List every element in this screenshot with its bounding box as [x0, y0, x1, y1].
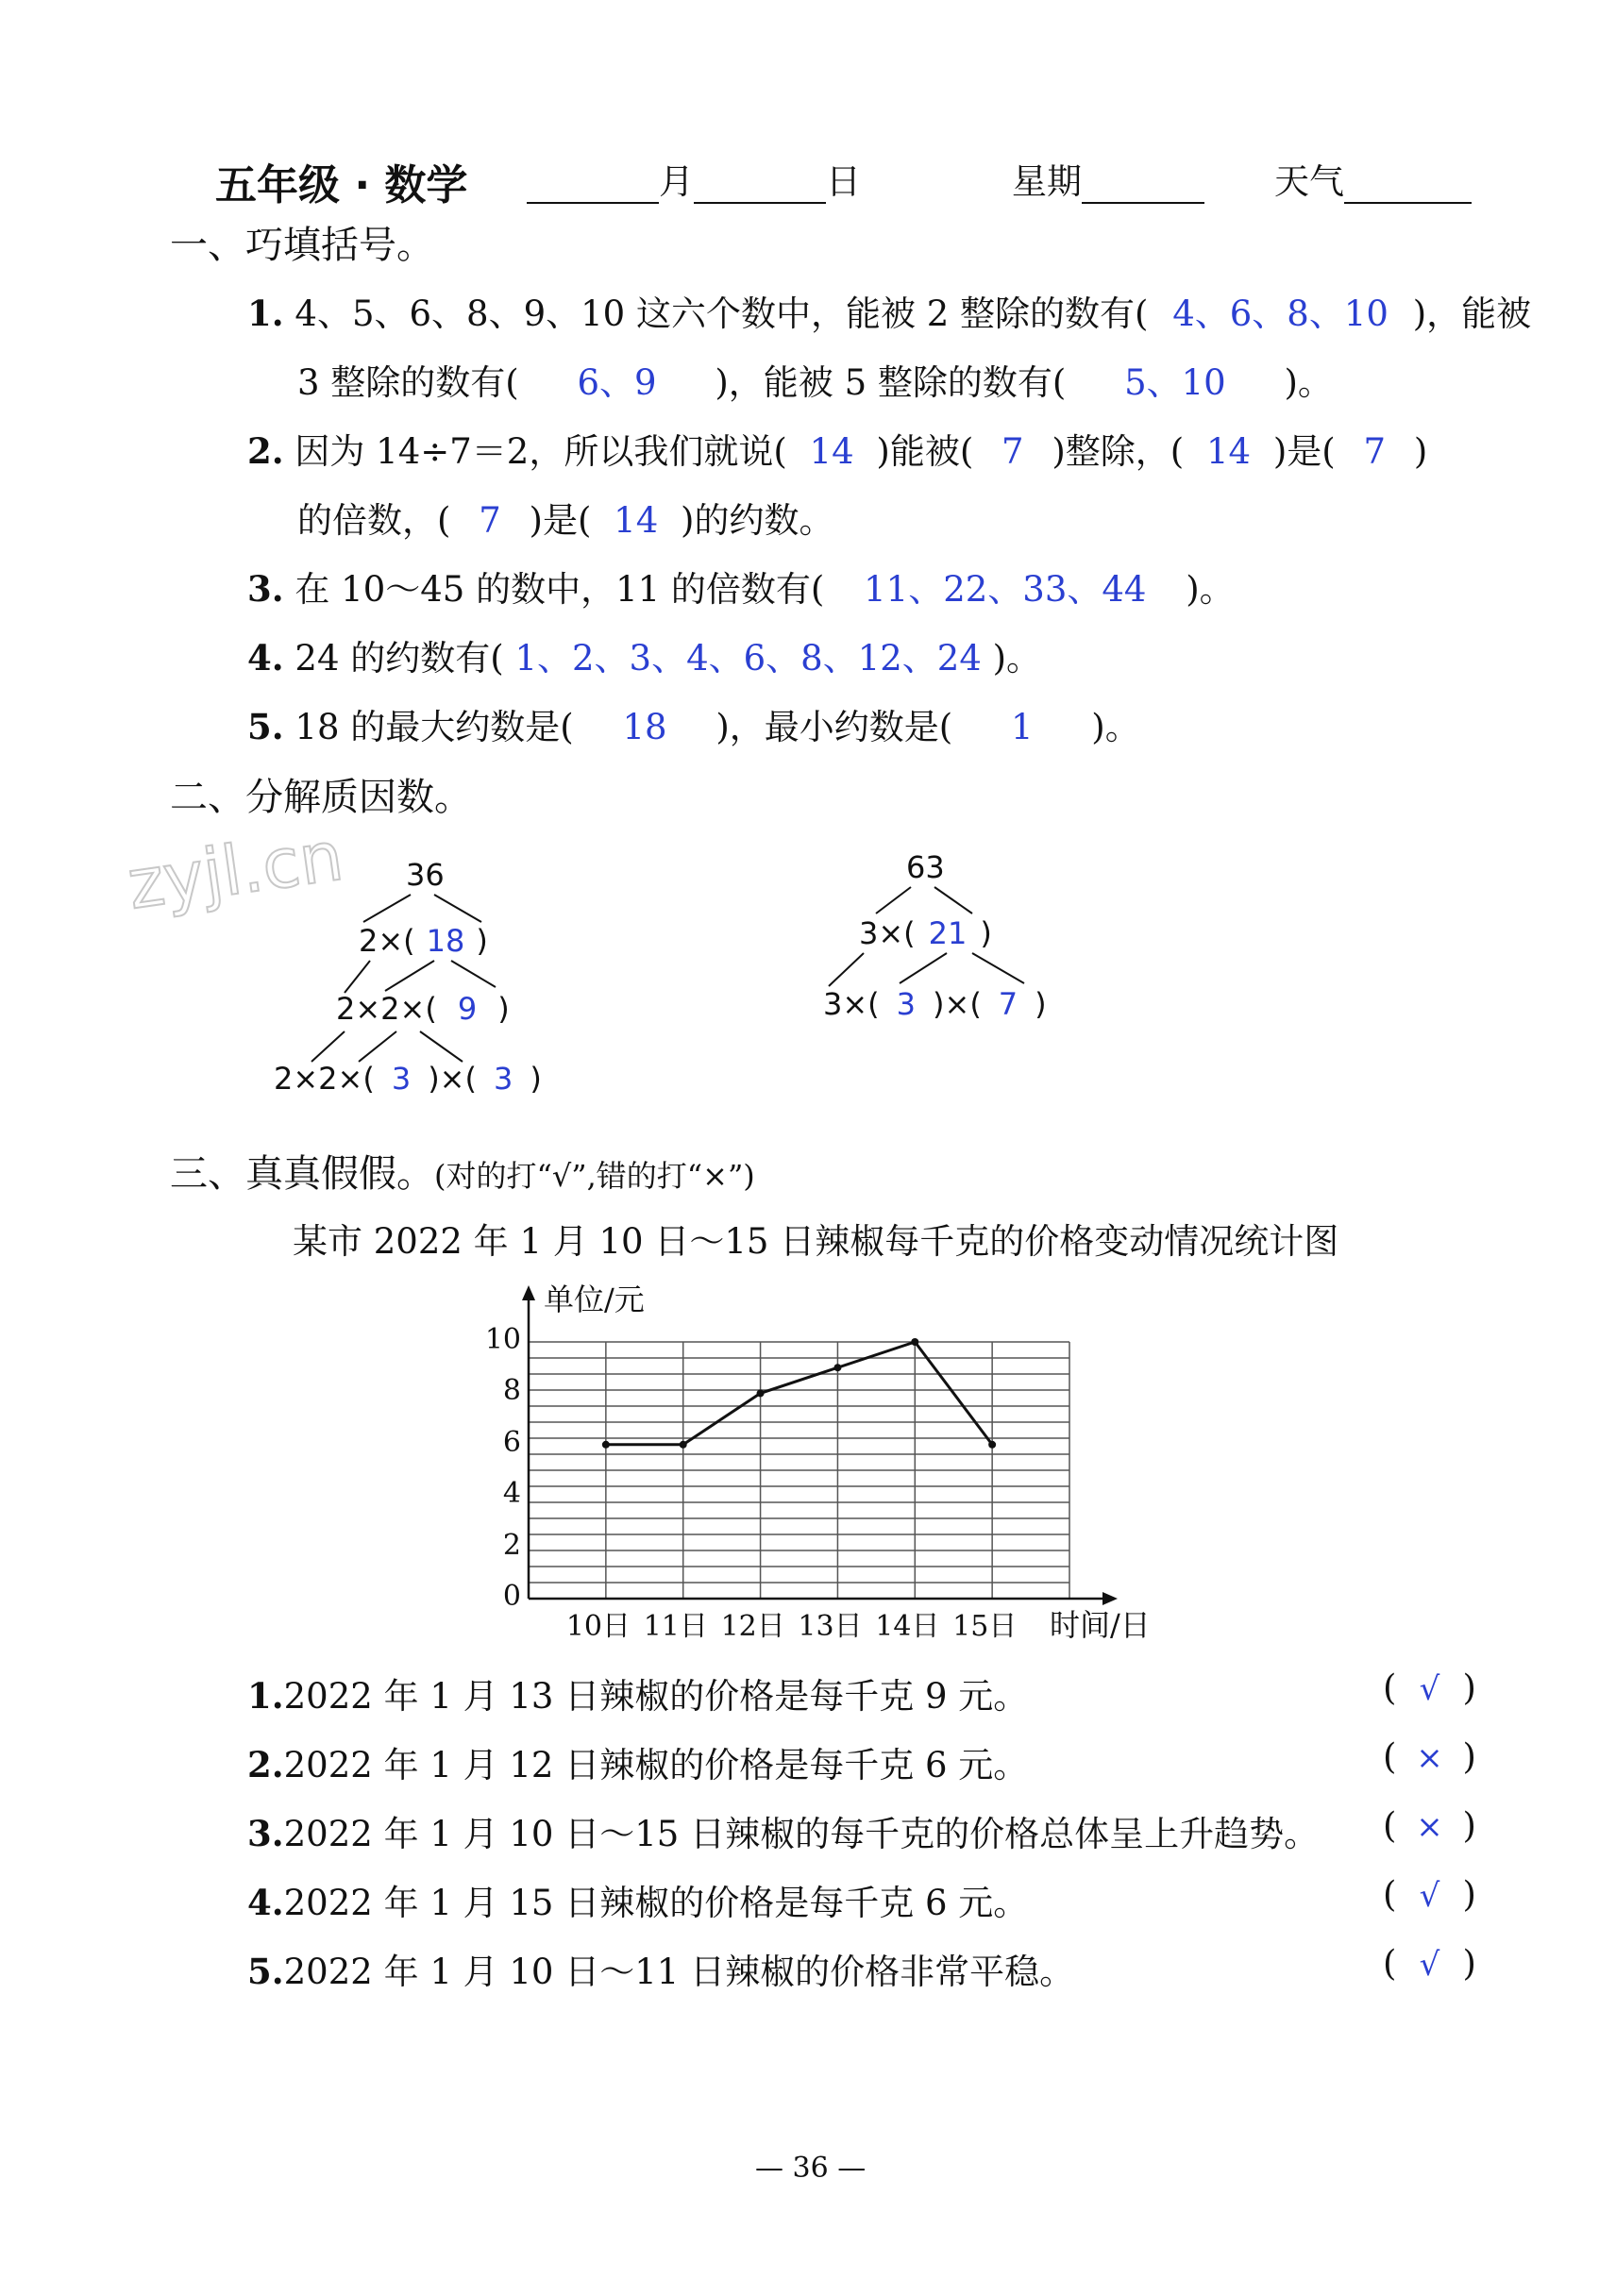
tf-answer[interactable]: ×: [1416, 1739, 1443, 1777]
tree1-l1-post: ): [476, 923, 488, 959]
tf-item-text: 2022 年 1 月 15 日辣椒的价格是每千克 6 元。: [283, 1883, 1029, 1923]
q2-text-b: )能被(: [876, 431, 974, 472]
x-tick-label: 15日: [952, 1610, 1018, 1643]
y-tick-label: 0: [502, 1580, 521, 1613]
q1-text-a: 4、5、6、8、9、10 这六个数中，能被 2 整除的数有(: [295, 293, 1149, 334]
q5-answer-a[interactable]: 18: [622, 707, 667, 747]
tree2-root: 63: [906, 849, 945, 885]
q5-number: 5.: [247, 706, 284, 747]
tf-item-number: 2.: [247, 1744, 284, 1785]
q2-answer-a[interactable]: 14: [809, 431, 854, 472]
y-tick-label: 4: [502, 1477, 521, 1511]
section3-note: (对的打“√”,错的打“×”): [434, 1158, 755, 1194]
x-tick-label: 10日: [565, 1610, 631, 1643]
tree2-l2-pre: 3×(: [823, 986, 880, 1022]
day-label: 日: [826, 161, 861, 202]
tf-answer[interactable]: √: [1419, 1946, 1440, 1984]
tree1-l3-post: ): [530, 1061, 542, 1097]
q2-answer-e[interactable]: 7: [479, 500, 501, 541]
tf-answer-box[interactable]: [1383, 1668, 1476, 1708]
y-tick-label: 10: [484, 1323, 521, 1356]
tf-item: [247, 1736, 1028, 1787]
q2-text-g: )是(: [529, 500, 592, 541]
tf-close-paren: ): [1462, 1805, 1476, 1846]
x-tick-label: 13日: [798, 1610, 863, 1643]
tree1-l3-answer2[interactable]: 3: [493, 1061, 513, 1097]
month-label: 月: [659, 161, 694, 202]
y-tick-label: 2: [502, 1528, 521, 1562]
chart-marks: [602, 1338, 996, 1449]
x-tick-label: 14日: [875, 1610, 940, 1643]
q5-text-a: 18 的最大约数是(: [295, 707, 574, 747]
tf-answer-box[interactable]: [1383, 1874, 1476, 1915]
tf-open-paren: (: [1383, 1805, 1397, 1846]
tree2-l1-pre: 3×(: [859, 915, 916, 951]
tf-close-paren: ): [1462, 1736, 1476, 1777]
data-point: [988, 1441, 996, 1449]
tf-open-paren: (: [1383, 1943, 1397, 1984]
tf-item-text: 2022 年 1 月 13 日辣椒的价格是每千克 9 元。: [283, 1676, 1029, 1717]
section1-heading: 一、巧填括号。: [170, 224, 434, 267]
tf-close-paren: ): [1462, 1943, 1476, 1984]
tf-answer-box[interactable]: [1383, 1805, 1476, 1846]
q5-answer-b[interactable]: 1: [1010, 707, 1034, 747]
q2-text-d: )是(: [1272, 431, 1336, 472]
q2-answer-c[interactable]: 14: [1206, 431, 1252, 472]
tf-item-text: 2022 年 1 月 12 日辣椒的价格是每千克 6 元。: [283, 1745, 1029, 1785]
tree2-l1-answer[interactable]: 21: [928, 915, 968, 951]
data-point: [680, 1441, 687, 1449]
x-tick-label: 12日: [720, 1610, 785, 1643]
q1-answer-a[interactable]: 4、6、8、10: [1172, 293, 1389, 334]
q1-answer-b[interactable]: 6、9: [577, 362, 657, 403]
tree1-l3-pre: 2×2×(: [274, 1061, 375, 1097]
q1-text-b: )，能被: [1412, 293, 1532, 334]
q2-text-a: 因为 14÷7＝2，所以我们就说(: [295, 431, 787, 472]
y-axis-arrow: [522, 1285, 535, 1300]
q1-answer-c[interactable]: 5、10: [1124, 362, 1226, 403]
tree1-l1-pre: 2×(: [359, 923, 415, 959]
tree2-l1-post: ): [980, 915, 992, 951]
q5-text-c: )。: [1091, 707, 1140, 747]
data-point: [911, 1338, 918, 1346]
tf-answer[interactable]: √: [1419, 1877, 1440, 1915]
tf-open-paren: (: [1383, 1874, 1397, 1915]
chart-ylabel: 单位/元: [544, 1282, 645, 1317]
tf-answer[interactable]: ×: [1416, 1808, 1443, 1846]
q1-text-c: 3 整除的数有(: [297, 362, 519, 403]
weekday-label: 星期: [1012, 161, 1082, 202]
y-tick-label: 6: [502, 1425, 521, 1459]
q2-answer-d[interactable]: 7: [1363, 431, 1387, 472]
weather-label: 天气: [1274, 161, 1344, 202]
q5-text-b: )，最小约数是(: [715, 707, 953, 747]
tf-close-paren: ): [1462, 1874, 1476, 1915]
tf-item: [247, 1668, 1028, 1718]
tree1-l3-answer1[interactable]: 3: [391, 1061, 412, 1097]
tree1-l2-post: ): [497, 991, 510, 1027]
tree1-l2-answer[interactable]: 9: [457, 991, 478, 1027]
q1-number: 1.: [247, 293, 284, 334]
tf-answer-box[interactable]: [1383, 1943, 1476, 1984]
q3-text-b: )。: [1186, 569, 1235, 610]
q2-text-c: )整除，(: [1052, 431, 1185, 472]
tree1-l2-pre: 2×2×(: [336, 991, 437, 1027]
tf-item-number: 1.: [247, 1675, 284, 1717]
tf-item-number: 4.: [247, 1882, 284, 1923]
tf-open-paren: (: [1383, 1736, 1397, 1777]
q4-text-b: )。: [992, 638, 1042, 679]
section2-heading: 二、分解质因数。: [170, 776, 472, 819]
tree1-l3-mid: )×(: [428, 1061, 477, 1097]
tf-item-text: 2022 年 1 月 10 日～15 日辣椒的每千克的价格总体呈上升趋势。: [283, 1814, 1320, 1854]
tf-item: [247, 1874, 1028, 1925]
chart-xlabel: 时间/日: [1050, 1607, 1151, 1643]
tree1-root: 36: [406, 857, 445, 893]
tree2-l2-answer2[interactable]: 7: [998, 986, 1018, 1022]
tf-item: [247, 1943, 1074, 1994]
page-title: 五年级 · 数学: [215, 161, 468, 209]
tf-item-number: 5.: [247, 1951, 284, 1992]
q2-answer-b[interactable]: 7: [1001, 431, 1024, 472]
tf-open-paren: (: [1383, 1668, 1397, 1708]
tf-answer-box[interactable]: [1383, 1736, 1476, 1777]
tf-item-text: 2022 年 1 月 10 日～11 日辣椒的价格非常平稳。: [283, 1952, 1075, 1992]
q3-answer[interactable]: 11、22、33、44: [864, 569, 1147, 610]
section3-heading: 三、真真假假。: [170, 1152, 434, 1196]
q2-text-e: ): [1413, 431, 1428, 472]
chart-title: 某市 2022 年 1 月 10 日～15 日辣椒每千克的价格变动情况统计图: [293, 1221, 1339, 1262]
tf-item: [247, 1805, 1319, 1856]
tf-answer[interactable]: √: [1419, 1670, 1440, 1708]
tree1-l1-answer[interactable]: 18: [426, 923, 465, 959]
q4-text-a: 24 的约数有(: [295, 638, 504, 679]
q1-text-d: )，能被 5 整除的数有(: [715, 362, 1067, 403]
page-number: — 36 —: [755, 2152, 867, 2185]
q2-answer-f[interactable]: 14: [614, 500, 659, 541]
tree2-l2-post: ): [1035, 986, 1047, 1022]
q3-text-a: 在 10～45 的数中，11 的倍数有(: [295, 569, 825, 610]
tf-item-number: 3.: [247, 1813, 284, 1854]
data-point: [602, 1441, 610, 1449]
q4-answer[interactable]: 1、2、3、4、6、8、12、24: [514, 638, 982, 679]
x-tick-label: 11日: [643, 1610, 708, 1643]
tree2-l2-mid: )×(: [933, 986, 982, 1022]
tree2-l2-answer1[interactable]: 3: [896, 986, 917, 1022]
tf-close-paren: ): [1462, 1668, 1476, 1708]
q4-number: 4.: [247, 637, 284, 679]
q3-number: 3.: [247, 568, 284, 610]
data-point: [757, 1389, 765, 1397]
y-tick-label: 8: [502, 1374, 521, 1408]
watermark: zyjl.cn: [123, 815, 348, 925]
q2-text-h: )的约数。: [681, 500, 834, 541]
q2-text-f: 的倍数，(: [297, 500, 451, 541]
data-point: [833, 1364, 841, 1371]
q1-text-e: )。: [1284, 362, 1333, 403]
q2-number: 2.: [247, 430, 284, 472]
